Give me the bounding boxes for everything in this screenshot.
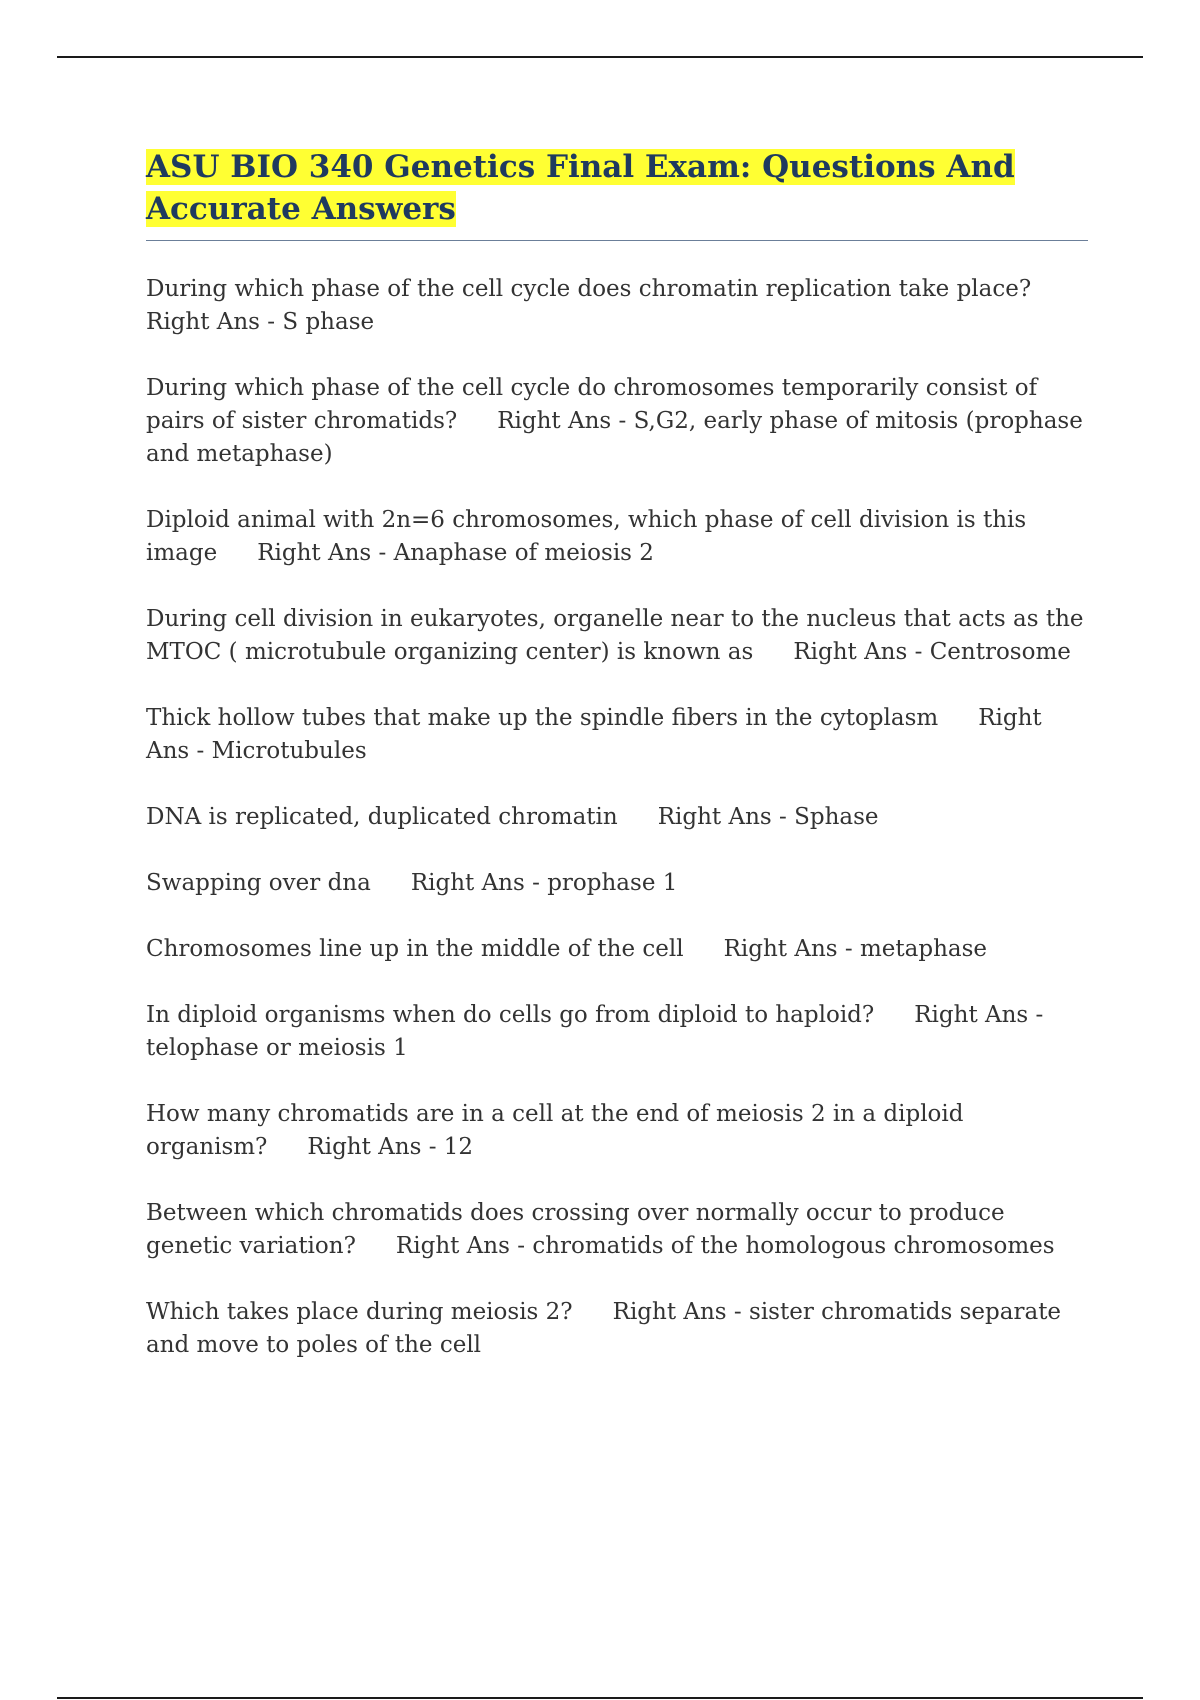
answer-text: Centrosome	[929, 639, 1071, 665]
question-text: During which phase of the cell cycle does chromatin replication take place?	[146, 276, 1032, 302]
answer-prefix: Right Ans -	[657, 804, 795, 830]
question-text: In diploid organisms when do cells go from diploid to haploid?	[146, 1002, 875, 1028]
qa-item	[146, 999, 1088, 1065]
question-text: Thick hollow tubes that make up the spindle fibers in the cytoplasm	[146, 705, 939, 731]
answer-text: 12	[443, 1134, 474, 1160]
answer-text: chromatids of the homologous chromosomes	[532, 1233, 1055, 1259]
question-text: During which phase of the cell cycle do chromosomes temporarily consist of pairs of sister chromatids?	[146, 375, 1038, 434]
title-underline	[146, 240, 1088, 241]
answer-prefix: Right Ans -	[395, 1233, 533, 1259]
qa-item	[146, 1197, 1088, 1263]
qa-item	[146, 504, 1088, 570]
qa-item	[146, 702, 1088, 768]
qa-item	[146, 273, 1088, 339]
page-title-text: ASU BIO 340 Genetics Final Exam: Questions And Accurate Answers	[146, 149, 1015, 227]
answer-text: prophase 1	[547, 870, 678, 896]
answer-text: sister chromatids separate and move to poles of the cell	[146, 1299, 1062, 1358]
answer-prefix: Right Ans -	[723, 936, 860, 962]
question-text: How many chromatids are in a cell at the end of meiosis 2 in a diploid organism?	[146, 1101, 964, 1160]
document-body	[146, 146, 1088, 1395]
qa-item	[146, 372, 1088, 471]
qa-item	[146, 1098, 1088, 1164]
answer-text: Sphase	[794, 804, 879, 830]
qa-item	[146, 603, 1088, 669]
question-text: During cell division in eukaryotes, organelle near to the nucleus that acts as the MTOC ( microtubule organizing center) is known as	[146, 606, 1084, 665]
answer-text: S,G2, early phase of mitosis (prophase and metaphase)	[146, 408, 1083, 467]
answer-prefix: Right Ans -	[793, 639, 930, 665]
answer-prefix: Right Ans -	[410, 870, 548, 896]
page-bottom-rule	[57, 1697, 1143, 1699]
answer-text: Anaphase of meiosis 2	[393, 540, 654, 566]
question-text: Diploid animal with 2n=6 chromosomes, which phase of cell division is this image	[146, 507, 1027, 566]
answer-prefix: Right Ans -	[257, 540, 394, 566]
qa-item	[146, 933, 1088, 966]
page-top-rule	[57, 56, 1143, 58]
answer-prefix: Right Ans -	[914, 1002, 1044, 1028]
answer-prefix: Right Ans -	[612, 1299, 750, 1325]
answer-text: S phase	[282, 309, 375, 335]
question-text: Swapping over dna	[146, 870, 371, 896]
qa-item	[146, 801, 1088, 834]
page-title	[146, 146, 1088, 230]
answer-prefix: Right Ans -	[497, 408, 634, 434]
answer-text: telophase or meiosis 1	[146, 1035, 408, 1061]
answer-prefix: Right Ans -	[146, 309, 283, 335]
question-text: Chromosomes line up in the middle of the cell	[146, 936, 684, 962]
qa-item	[146, 867, 1088, 900]
question-text: Between which chromatids does crossing over normally occur to produce genetic variation?	[146, 1200, 1005, 1259]
qa-item	[146, 1296, 1088, 1362]
answer-text: Microtubules	[211, 738, 367, 764]
answer-text: metaphase	[859, 936, 988, 962]
answer-prefix: Right Ans -	[146, 705, 1042, 764]
qa-list	[146, 273, 1088, 1362]
answer-prefix: Right Ans -	[307, 1134, 444, 1160]
question-text: DNA is replicated, duplicated chromatin	[146, 804, 618, 830]
question-text: Which takes place during meiosis 2?	[146, 1299, 573, 1325]
